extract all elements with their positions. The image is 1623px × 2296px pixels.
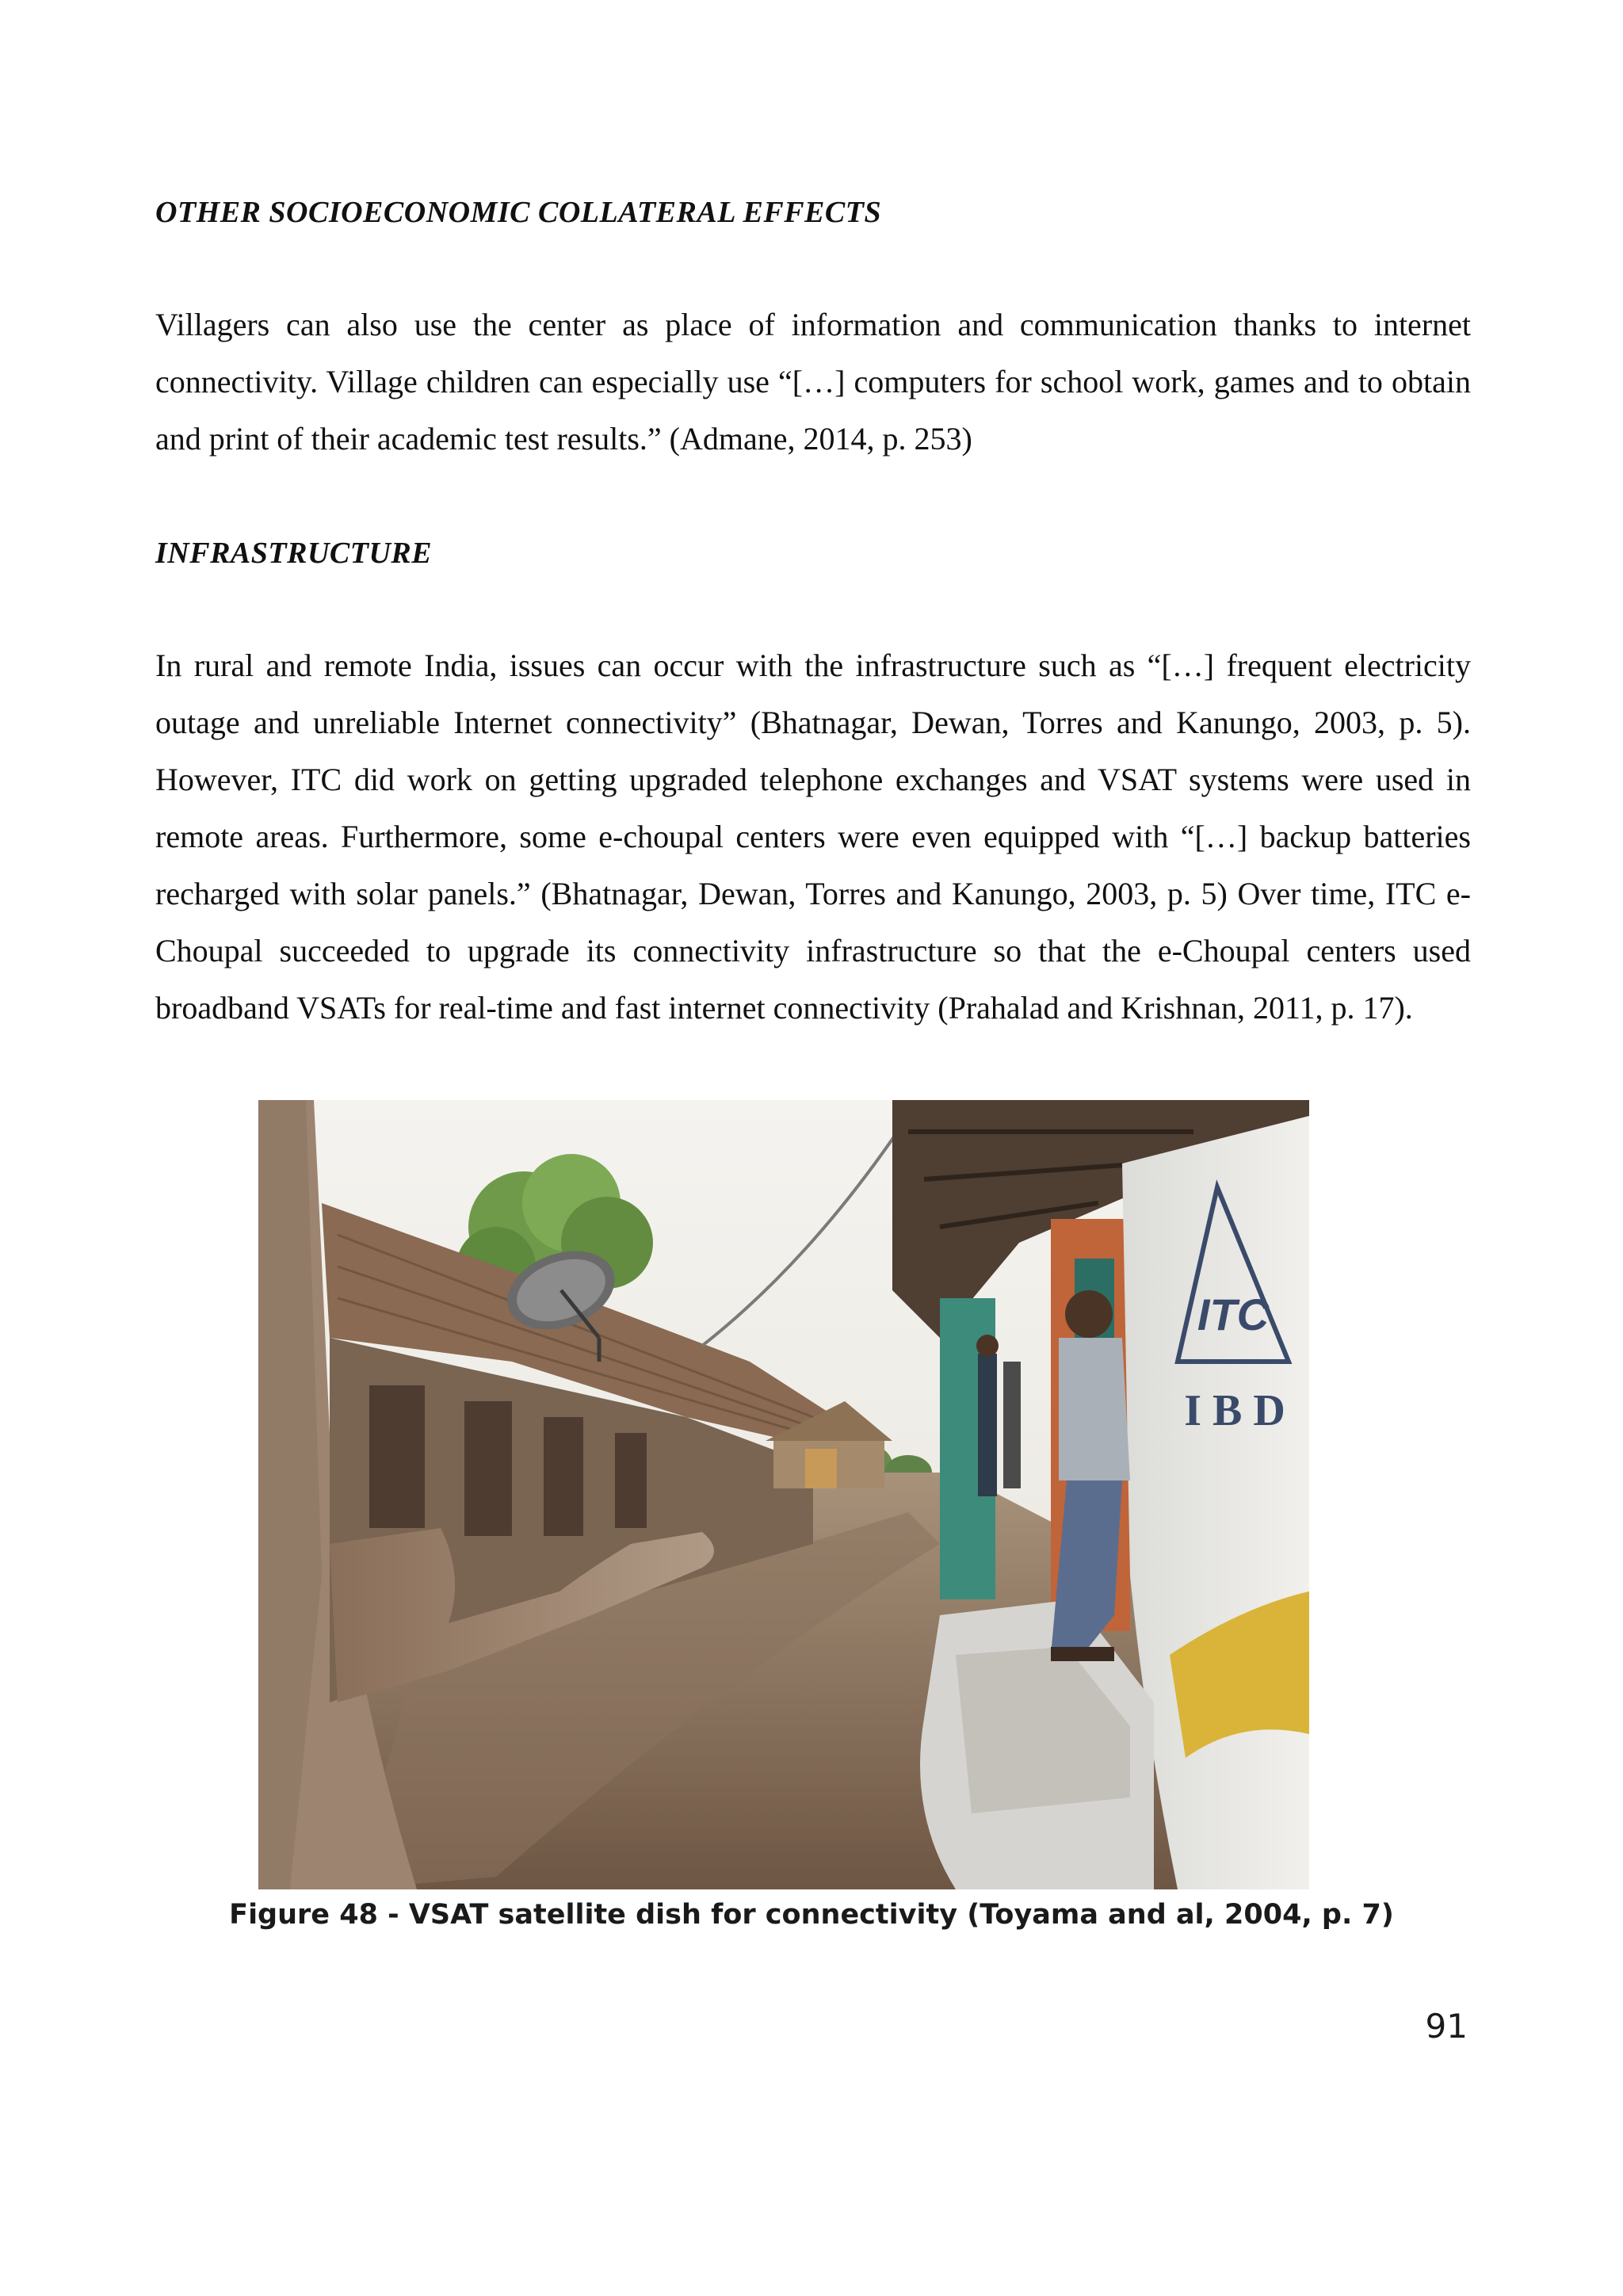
village-photo-illustration xyxy=(258,1100,1309,1889)
itc-logo-text: ITC xyxy=(1197,1289,1270,1339)
figure-caption: Figure 48 - VSAT satellite dish for connectivity (Toyama and al, 2004, p. 7) xyxy=(229,1899,1394,1931)
section-heading-socioeconomic: OTHER SOCIOECONOMIC COLLATERAL EFFECTS xyxy=(155,196,882,229)
paragraph-socioeconomic: Villagers can also use the center as place of information and communication thanks to internet connectivity. Village children can especially use “[…] computers for school work, games and to obtain and print of their academic test results.” (Admane, 2014, p. 253) xyxy=(155,307,1471,457)
ibd-logo-text: I B D xyxy=(1184,1386,1285,1435)
section-heading-infrastructure: INFRASTRUCTURE xyxy=(155,537,433,570)
page-number: 91 xyxy=(1425,2007,1468,2046)
paragraph-infrastructure: In rural and remote India, issues can occur with the infrastructure such as “[…] frequent electricity outage and unreliable Internet connectivity” (Bhatnagar, Dewan, Torres and Kanungo, 2003, p. 5). However, ITC did work on getting upgraded telephone exchanges and VSAT systems were used in remote areas. Furthermore, some e-choupal centers were even equipped with “[…] backup batteries recharged with solar panels.” (Bhatnagar, Dewan, Torres and Kanungo, 2003, p. 5) Over time, ITC e-Choupal succeeded to upgrade its connectivity infrastructure so that the e-Choupal centers used broadband VSATs for real-time and fast internet connectivity (Prahalad and Krishnan, 2011, p. 17). xyxy=(155,648,1471,1026)
figure-village-photo xyxy=(258,1100,1309,1889)
